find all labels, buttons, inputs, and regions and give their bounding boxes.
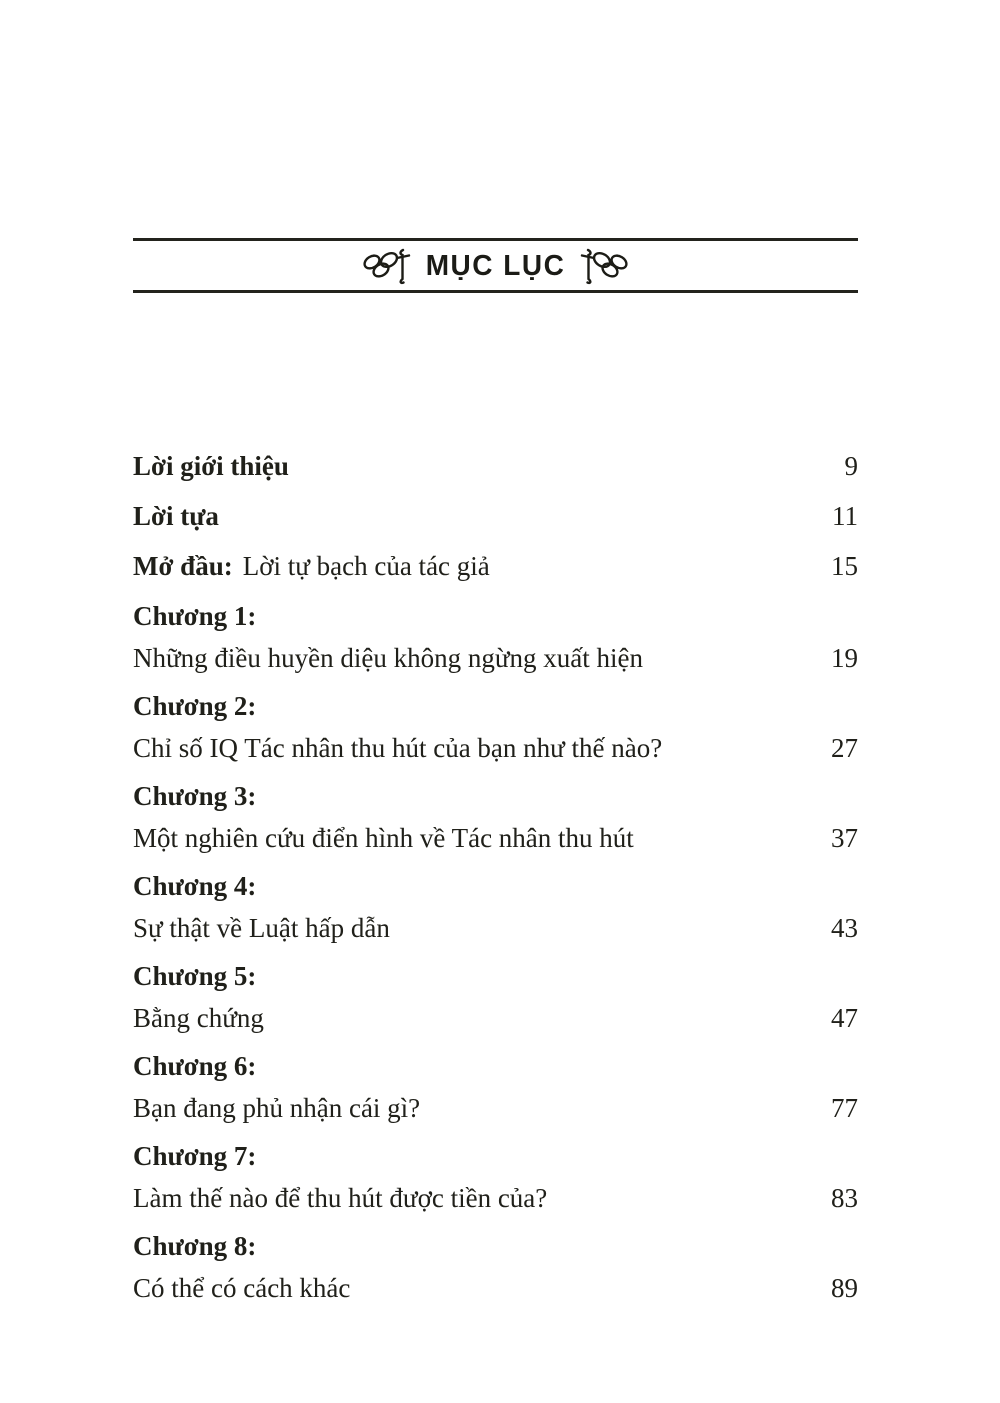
entry-title: Bạn đang phủ nhận cái gì? [133,1093,421,1123]
toc-entry-chuong-1 [133,601,858,673]
toc-entry-chuong-5 [133,961,858,1033]
entry-heading: Chương 3: [133,781,257,811]
entry-page-number: 47 [831,1003,858,1033]
toc-entry-chuong-6 [133,1051,858,1123]
entry-title: Một nghiên cứu điển hình về Tác nhân thu hút [133,823,634,853]
entry-page-number: 19 [831,643,858,673]
entry-page-number: 43 [831,913,858,943]
entry-page-number: 89 [831,1273,858,1303]
entry-page-number: 9 [844,451,858,481]
flourish-left-icon [362,246,414,286]
page-title: MỤC LỤC [425,249,566,281]
entry-heading: Chương 7: [133,1141,257,1171]
entry-page-number: 27 [831,733,858,763]
toc-entry-mo-dau [133,551,858,581]
entry-heading: Lời tựa [133,501,219,531]
header-bottom-rule [133,290,858,293]
entry-title: Sự thật về Luật hấp dẫn [133,913,390,943]
toc-entry-loi-tua [133,501,858,531]
toc-entry-loi-gioi-thieu [133,451,858,481]
toc-list [133,451,858,1303]
toc-entry-chuong-4 [133,871,858,943]
toc-entry-chuong-7 [133,1141,858,1213]
entry-title: Có thể có cách khác [133,1273,351,1303]
entry-heading: Chương 2: [133,691,257,721]
entry-heading: Chương 4: [133,871,257,901]
entry-page-number: 37 [831,823,858,853]
entry-title: Những điều huyền diệu không ngừng xuất hiện [133,643,643,673]
entry-heading: Lời giới thiệu [133,451,289,481]
toc-entry-chuong-2 [133,691,858,763]
entry-title: Bằng chứng [133,1003,264,1033]
entry-title: Chỉ số IQ Tác nhân thu hút của bạn như thế nào? [133,733,663,763]
flourish-right-icon [577,246,629,286]
toc-entry-chuong-8 [133,1231,858,1303]
toc-entry-chuong-3 [133,781,858,853]
entry-heading: Mở đầu: [133,551,233,581]
title-row [133,241,858,290]
entry-page-number: 15 [831,551,858,581]
entry-page-number: 83 [831,1183,858,1213]
entry-page-number: 11 [832,501,858,531]
entry-title: Lời tự bạch của tác giả [242,551,490,581]
entry-heading: Chương 8: [133,1231,257,1261]
entry-heading: Chương 6: [133,1051,257,1081]
entry-heading: Chương 1: [133,601,257,631]
toc-header [133,238,858,293]
entry-page-number: 77 [831,1093,858,1123]
entry-title: Làm thế nào để thu hút được tiền của? [133,1183,548,1213]
entry-heading: Chương 5: [133,961,257,991]
